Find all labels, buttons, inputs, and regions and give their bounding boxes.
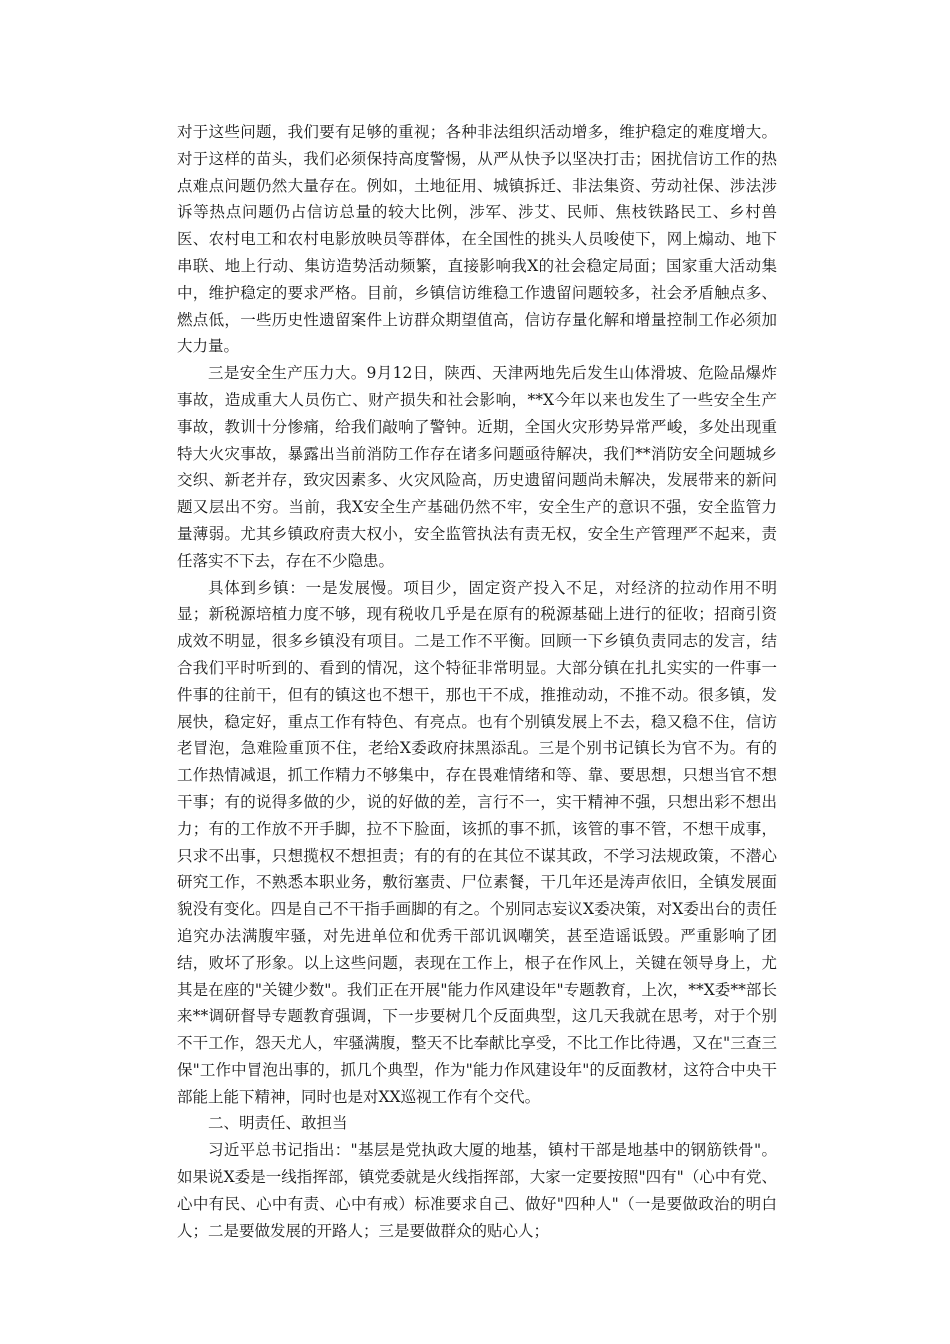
- paragraph-stability: 对于这些问题，我们要有足够的重视；各种非法组织活动增多，维护稳定的难度增大。对于这样的苗头，我们必须保持高度警惕，从严从快予以坚决打击；困扰信访工作的热点难点问题仍然大量存在。例如，土地征用、城镇拆迁、非法集资、劳动社保、涉法涉诉等热点问题仍占信访总量的较大比例，涉军、涉艾、民师、焦枝铁路民工、乡村兽医、农村电工和农村电影放映员等群体，在全国性的挑头人员唆使下，网上煽动、地下串联、地上行动、集访造势活动频繁，直接影响我X的社会稳定局面；国家重大活动集中，维护稳定的要求严格。目前，乡镇信访维稳工作遗留问题较多，社会矛盾触点多、燃点低，一些历史性遗留案件上访群众期望值高，信访存量化解和增量控制工作必须加大力量。: [177, 123, 777, 356]
- section-heading-responsibility: 二、明责任、敢担当: [208, 1114, 348, 1133]
- document-body: [177, 119, 777, 1244]
- paragraph-safety-production: 三是安全生产压力大。9月12日，陕西、天津两地先后发生山体滑坡、危险品爆炸事故，造成重大人员伤亡、财产损失和社会影响，**X今年以来也发生了一些安全生产事故，教训十分惨痛，给我们敲响了警钟。近期，全国火灾形势异常严峻，多处出现重特大火灾事故，暴露出当前消防工作存在诸多问题亟待解决，我们**消防安全问题城乡交织、新老并存，致灾因素多、火灾风险高，历史遗留问题尚未解决，发展带来的新问题又层出不穷。当前，我X安全生产基础仍然不牢，安全生产的意识不强，安全监管力量薄弱。尤其乡镇政府责大权小，安全监管执法有责无权，安全生产管理严不起来，责任落实不下去，存在不少隐患。: [177, 364, 777, 570]
- paragraph-xi-quote: 习近平总书记指出："基层是党执政大厦的地基，镇村干部是地基中的钢筋铁骨"。如果说X委是一线指挥部，镇党委就是火线指挥部，大家一定要按照"四有"（心中有党、心中有民、心中有责、心中有戒）标准要求自己、做好"四种人"（一是要做政治的明白人；二是要做发展的开路人；三是要做群众的贴心人；: [177, 1141, 777, 1240]
- paragraph-township-issues: 具体到乡镇：一是发展慢。项目少，固定资产投入不足，对经济的拉动作用不明显；新税源培植力度不够，现有税收几乎是在原有的税源基础上进行的征收；招商引资成效不明显，很多乡镇没有项目。二是工作不平衡。回顾一下乡镇负责同志的发言，结合我们平时听到的、看到的情况，这个特征非常明显。大部分镇在扎扎实实的一件事一件事的往前干，但有的镇这也不想干，那也干不成，推推动动，不推不动。很多镇，发展快，稳定好，重点工作有特色、有亮点。也有个别镇发展上不去，稳又稳不住，信访老冒泡，急难险重顶不住，老给X委政府抹黑添乱。三是个别书记镇长为官不为。有的工作热情减退，抓工作精力不够集中，存在畏难情绪和等、靠、要思想，只想当官不想干事；有的说得多做的少，说的好做的差，言行不一，实干精神不强，只想出彩不想出力；有的工作放不开手脚，拉不下脸面，该抓的事不抓，该管的事不管，不想干成事，只求不出事，只想揽权不想担责；有的有的在其位不谋其政，不学习法规政策，不潜心研究工作，不熟悉本职业务，敷衍塞责、尸位素餐，干几年还是涛声依旧，全镇发展面貌没有变化。四是自己不干指手画脚的有之。个别同志妄议X委决策，对X委出台的责任追究办法满腹牢骚，对先进单位和优秀干部讥讽嘲笑，甚至造谣诋毁。严重影响了团结，败坏了形象。以上这些问题，表现在工作上，根子在作风上，关键在领导身上，尤其是在座的"关键少数"。我们正在开展"能力作风建设年"专题教育，上次，**X委**部长来**调研督导专题教育强调，下一步要树几个反面典型，这几天我就在思考，对于个别不干工作，怨天尤人，牢骚满腹，整天不比奉献比享受，不比工作比待遇，又在"三查三保"工作中冒泡出事的，抓几个典型，作为"能力作风建设年"的反面教材，这符合中央干部能上能下精神，同时也是对XX巡视工作有个交代。: [177, 578, 777, 1106]
